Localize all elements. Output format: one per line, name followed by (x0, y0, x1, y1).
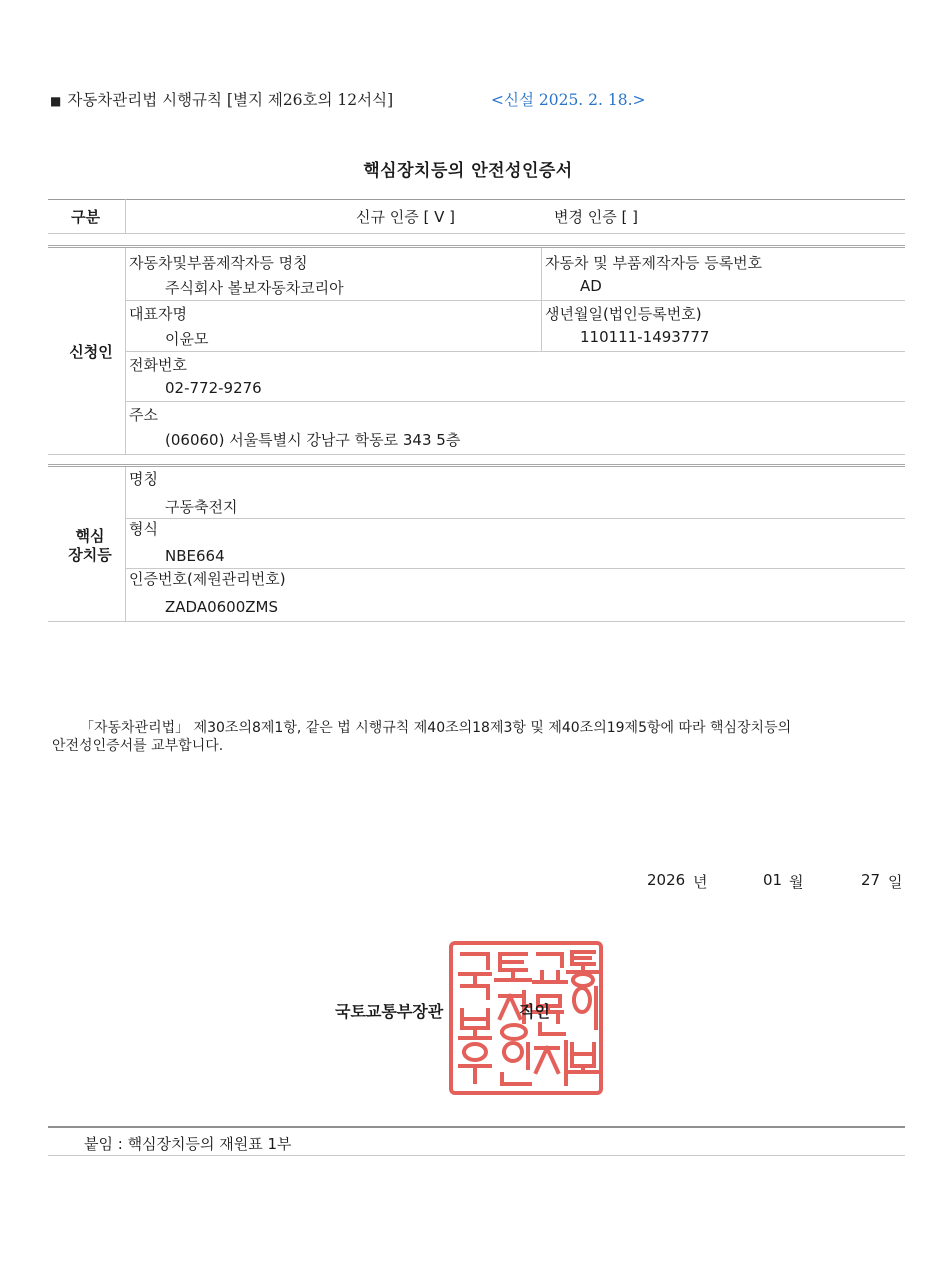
bullet-square-icon: ■ (50, 94, 62, 108)
statement-line-1: 「자동차관리법」 제30조의8제1항, 같은 법 시행규칙 제40조의18제3항 및 제40조의19제5항에 따라 핵심장치등의 (80, 720, 792, 736)
attachment-note: 붙임 : 핵심장치등의 재원표 1부 (84, 1135, 292, 1153)
date-day: 27 (861, 871, 881, 889)
rule-applicant-top (48, 245, 905, 248)
form-reference-text: 자동차관리법 시행규칙 [별지 제26호의 12서식] (67, 91, 394, 109)
device-model-label: 형식 (129, 520, 158, 538)
rule-attachment-top (48, 1126, 905, 1128)
phone-value: 02-772-9276 (165, 379, 262, 397)
rule-row (126, 518, 905, 519)
date-year-unit: 년 (693, 873, 708, 891)
seal-label: 직인 (519, 1002, 550, 1021)
address-value: (06060) 서울특별시 강남구 학동로 343 5층 (165, 431, 461, 449)
rule-row (126, 401, 905, 402)
device-section-line2: 장치등 (68, 546, 112, 564)
rule-device-bottom (48, 621, 905, 622)
certification-number-value: ZADA0600ZMS (165, 598, 278, 616)
maker-name-label: 자동차및부품제작자등 명칭 (129, 254, 308, 272)
rule-attachment-bottom (48, 1155, 905, 1156)
device-name-value: 구동축전지 (165, 498, 238, 516)
issuer-title: 국토교통부장관 (335, 1002, 444, 1021)
statement-line-2: 안전성인증서를 교부합니다. (52, 738, 224, 754)
rule-category-bottom (48, 233, 905, 234)
representative-label: 대표자명 (129, 305, 187, 323)
birth-date-label: 생년월일(법인등록번호) (545, 305, 702, 323)
registration-number-value: AD (580, 277, 602, 295)
registration-number-label: 자동차 및 부품제작자등 등록번호 (545, 254, 763, 272)
change-certification-checkbox[interactable]: 변경 인증 [ ] (554, 208, 638, 226)
device-name-label: 명칭 (129, 470, 158, 488)
new-certification-checkbox[interactable]: 신규 인증 [ V ] (356, 208, 455, 226)
maker-name-value: 주식회사 볼보자동차코리아 (165, 279, 344, 297)
date-year: 2026 (647, 871, 686, 889)
rule-category-divider (125, 199, 126, 233)
date-month: 01 (763, 871, 783, 889)
rule-device-top (48, 464, 905, 467)
device-section-line1: 핵심 (75, 527, 105, 545)
representative-value: 이윤모 (165, 330, 209, 348)
category-label: 구분 (71, 208, 100, 226)
date-day-unit: 일 (888, 873, 903, 891)
revision-note: <신설 2025. 2. 18.> (491, 91, 646, 109)
device-section-label (55, 527, 125, 565)
applicant-section-label: 신청인 (69, 343, 113, 361)
issuance-statement (52, 719, 902, 755)
rule-row (126, 351, 905, 352)
date-month-unit: 월 (789, 873, 804, 891)
form-reference (50, 88, 393, 110)
rule-applicant-bottom (48, 454, 905, 455)
certification-number-label: 인증번호(제원관리번호) (129, 570, 286, 588)
rule-row (126, 300, 905, 301)
rule-device-divider (125, 467, 126, 622)
birth-date-value: 110111-1493777 (580, 328, 710, 346)
document-title: 핵심장치등의 안전성인증서 (363, 161, 573, 181)
phone-label: 전화번호 (129, 356, 187, 374)
address-label: 주소 (129, 406, 158, 424)
rule-category-top (48, 199, 905, 200)
device-model-value: NBE664 (165, 547, 225, 565)
